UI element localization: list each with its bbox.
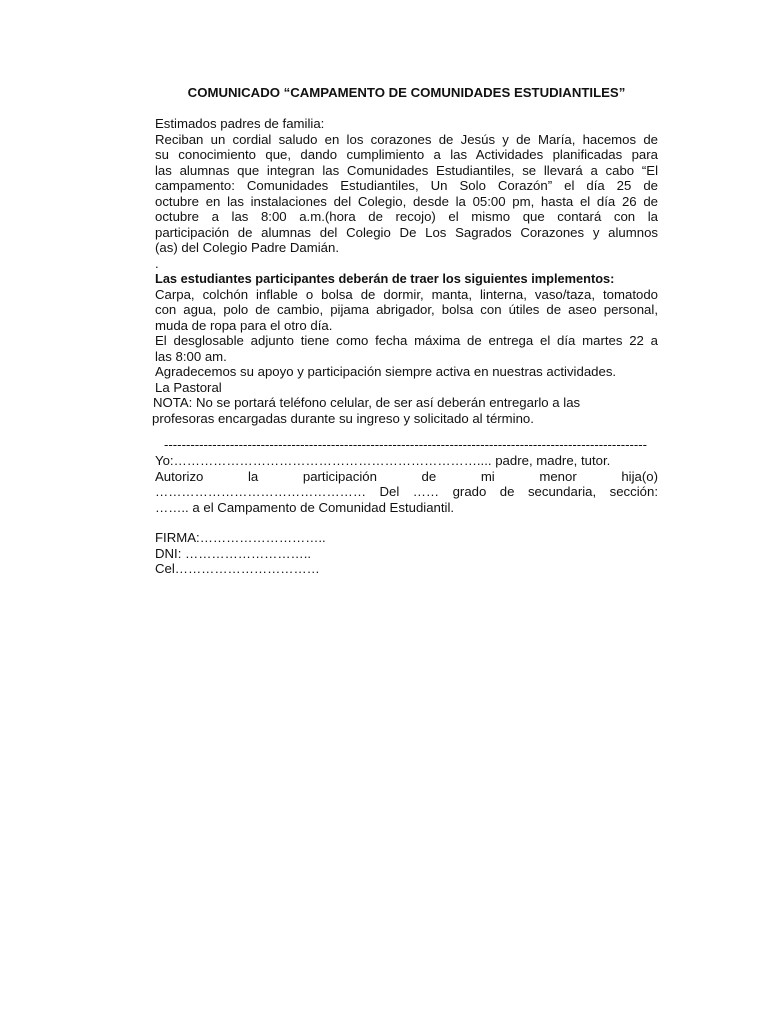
deadline-line: El desglosable adjunto tiene como fecha máxima de entrega el día martes 22 a (155, 333, 658, 348)
items-heading: Las estudiantes participantes deberán de traer los siguientes implementos: (155, 271, 615, 286)
intro-line: campamento: Comunidades Estudiantiles, Un Solo Corazón” el día 25 de (155, 178, 658, 193)
intro-line: su conocimiento que, dando cumplimiento a las Actividades planificadas para (155, 147, 658, 162)
intro-line: octubre en las instalaciones del Colegio, desde la 05:00 pm, hasta el día 26 de (155, 193, 658, 209)
yo-line: Yo:…………………………………………………………….... padre, madre, tutor. (155, 453, 611, 468)
items-line: muda de ropa para el otro día. (155, 317, 333, 333)
note-line: profesoras encargadas durante su ingreso y solicitado al término. (152, 410, 534, 426)
intro-line: participación de alumnas del Colegio De Los Sagrados Corazones y alumnos (155, 224, 658, 240)
authorization-form (155, 453, 658, 515)
thanks-line: Agradecemos su apoyo y participación siempre activa en nuestras actividades. (155, 364, 617, 379)
cut-line: -------------------------------------------------------------------------------------------------------------- (164, 437, 648, 452)
cel-field: Cel…………………………… (155, 561, 320, 576)
firma-field: FIRMA:……………………….. (155, 530, 326, 545)
letter-body (152, 116, 658, 426)
note-line: NOTA: No se portará teléfono celular, de ser así deberán entregarlo a las (153, 395, 581, 410)
separator-dot: . (155, 255, 159, 271)
signature-fields (155, 530, 658, 577)
items-line: Carpa, colchón inflable o bolsa de dormir, manta, linterna, vaso/taza, tomatodo (155, 286, 658, 302)
intro-line: las alumnas que integran las Comunidades Estudiantiles, se llevará a cabo “El (155, 162, 658, 178)
camp-line: …….. a el Campamento de Comunidad Estudiantil. (155, 499, 455, 515)
intro-line: (as) del Colegio Padre Damián. (155, 240, 339, 255)
intro-line: Reciban un cordial saludo en los corazones de Jesús y de María, hacemos de (155, 131, 658, 147)
document-title: COMUNICADO “CAMPAMENTO DE COMUNIDADES ESTUDIANTILES” (187, 85, 626, 100)
intro-line: octubre a las 8:00 a.m.(hora de recojo) el mismo que contará con la (155, 209, 658, 224)
authorize-line: Autorizo la participación de mi menor hija(o) (155, 468, 658, 484)
grade-line: ………………………………………… Del …… grado de secundaria, sección: (155, 484, 658, 499)
dni-field: DNI: ……………………….. (155, 545, 312, 561)
signature: La Pastoral (155, 379, 222, 395)
deadline-line: las 8:00 am. (155, 348, 227, 364)
items-line: con agua, polo de cambio, pijama abrigador, bolsa con útiles de aseo personal, (155, 302, 658, 317)
greeting: Estimados padres de familia: (155, 116, 325, 131)
